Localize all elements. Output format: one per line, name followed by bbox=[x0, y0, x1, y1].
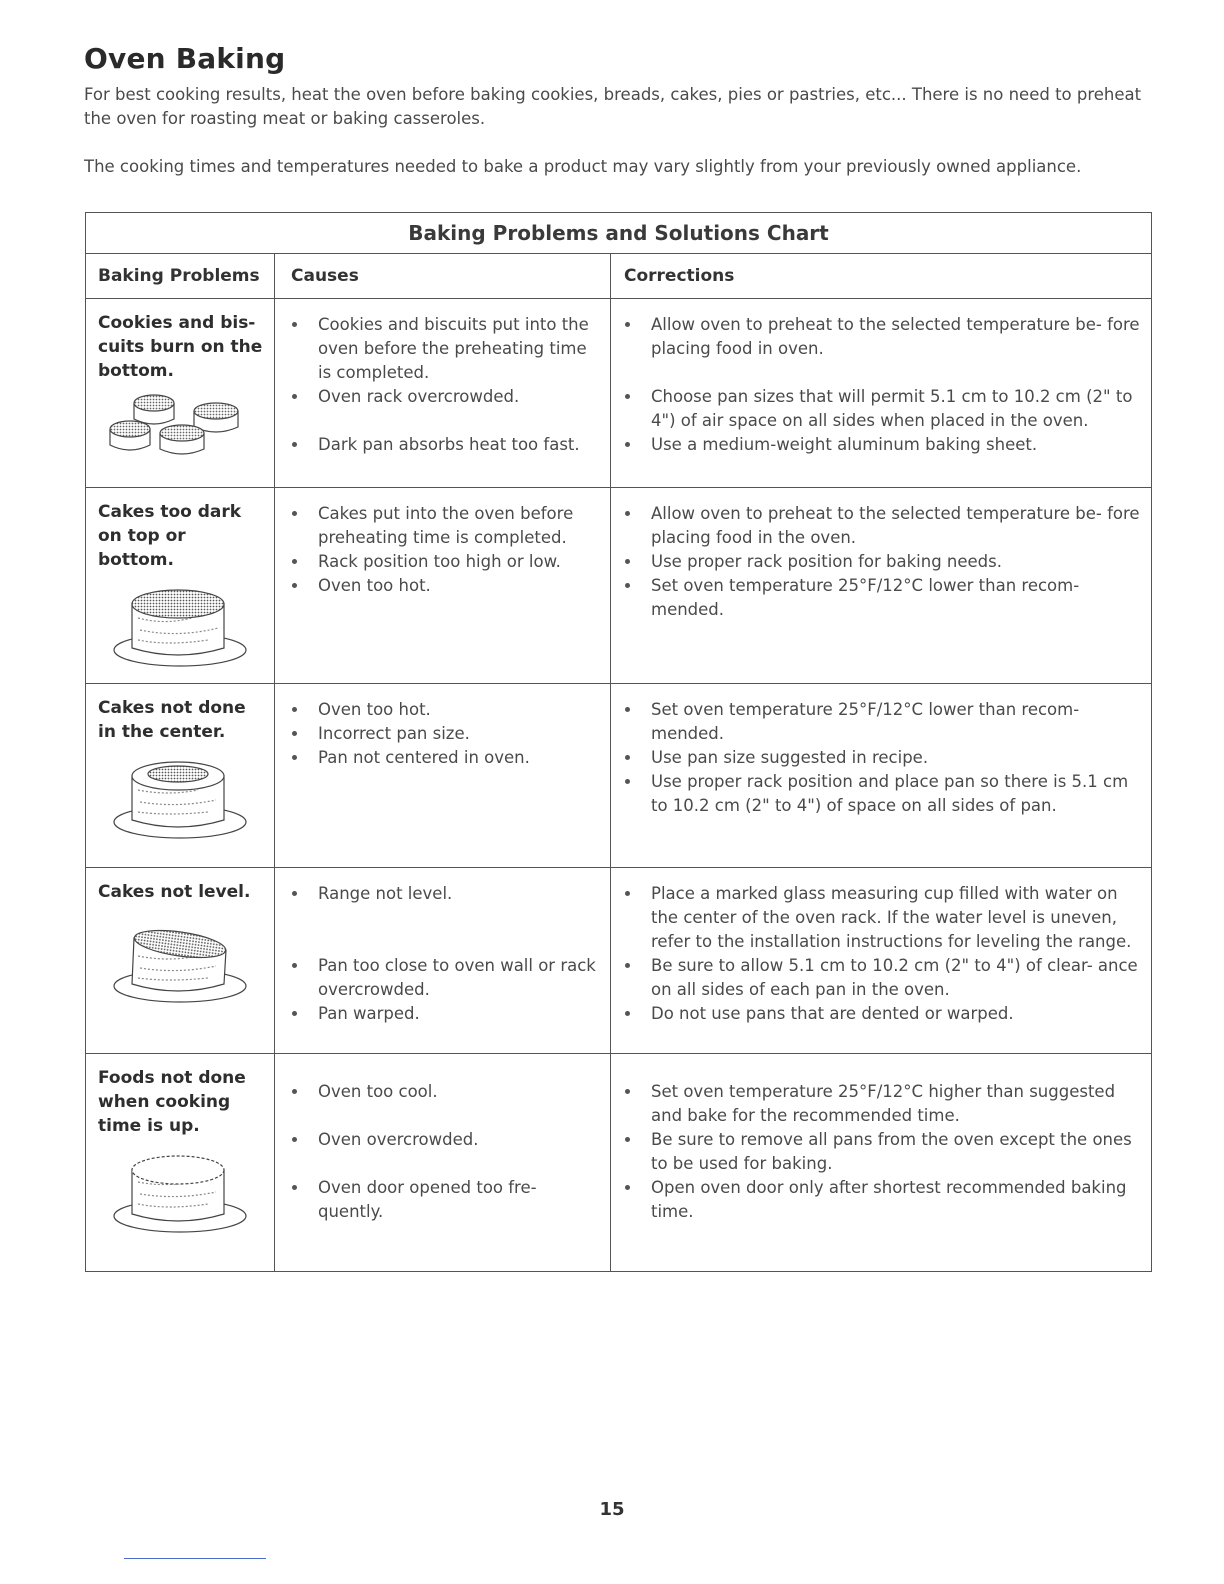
cause-item: Pan warped. bbox=[318, 1002, 602, 1026]
table-row bbox=[86, 488, 1152, 684]
problem-label: Cookies and bis- cuits burn on the bottom. bbox=[98, 313, 263, 381]
table-row bbox=[86, 1054, 1152, 1272]
correction-item: Do not use pans that are dented or warped. bbox=[651, 1002, 1143, 1026]
cause-item: Cookies and biscuits put into the oven before the preheating time is completed. bbox=[318, 313, 602, 385]
problem-cell bbox=[86, 1054, 275, 1272]
problem-label: Cakes not done in the center. bbox=[98, 698, 246, 742]
cause-item: Incorrect pan size. bbox=[318, 722, 602, 746]
correction-item: Open oven door only after shortest recommended baking time. bbox=[651, 1176, 1143, 1224]
pale-cake-icon bbox=[98, 1144, 258, 1244]
cause-item: Dark pan absorbs heat too fast. bbox=[318, 433, 602, 457]
correction-item: Place a marked glass measuring cup filled with water on the center of the oven rack. If the water level is uneven, refer to the installation instructions for leveling the range. bbox=[651, 882, 1143, 954]
footer-rule bbox=[124, 1558, 266, 1559]
correction-item: Choose pan sizes that will permit 5.1 cm to 10.2 cm (2" to 4") of air space on all sides when placed in the oven. bbox=[651, 385, 1143, 433]
correction-item: Allow oven to preheat to the selected temperature be- fore placing food in oven. bbox=[651, 313, 1143, 361]
correction-item: Set oven temperature 25°F/12°C lower than recom- mended. bbox=[651, 698, 1143, 746]
corrections-cell bbox=[611, 868, 1152, 1054]
problem-cell bbox=[86, 868, 275, 1054]
cause-item: Pan not centered in oven. bbox=[318, 746, 602, 770]
intro-paragraph: For best cooking results, heat the oven before baking cookies, breads, cakes, pies or pastries, etc... There is no need to preheat the oven for roasting meat or baking casseroles. bbox=[84, 85, 1142, 128]
table-row bbox=[86, 299, 1152, 488]
baking-problems-chart bbox=[85, 212, 1152, 1272]
chart-title: Baking Problems and Solutions Chart bbox=[86, 213, 1152, 254]
correction-item: Use pan size suggested in recipe. bbox=[651, 746, 1143, 770]
cause-item: Oven overcrowded. bbox=[318, 1128, 602, 1152]
causes-cell bbox=[275, 299, 611, 488]
cause-item: Oven too cool. bbox=[318, 1080, 602, 1104]
correction-item: Set oven temperature 25°F/12°C higher than suggested and bake for the recommended time. bbox=[651, 1080, 1143, 1128]
corrections-cell bbox=[611, 299, 1152, 488]
cause-item: Oven rack overcrowded. bbox=[318, 385, 602, 409]
correction-item: Use proper rack position for baking needs. bbox=[651, 550, 1143, 574]
causes-cell bbox=[275, 684, 611, 868]
cause-item: Rack position too high or low. bbox=[318, 550, 602, 574]
correction-item: Allow oven to preheat to the selected temperature be- fore placing food in the oven. bbox=[651, 502, 1143, 550]
problem-label: Foods not done when cooking time is up. bbox=[98, 1068, 246, 1136]
problem-cell bbox=[86, 299, 275, 488]
cause-item: Oven door opened too fre- quently. bbox=[318, 1176, 602, 1224]
correction-item: Be sure to remove all pans from the oven except the ones to be used for baking. bbox=[651, 1128, 1143, 1176]
corrections-cell bbox=[611, 488, 1152, 684]
causes-cell bbox=[275, 488, 611, 684]
table-row bbox=[86, 684, 1152, 868]
cause-item: Range not level. bbox=[318, 882, 602, 906]
correction-item: Use proper rack position and place pan so there is 5.1 cm to 10.2 cm (2" to 4") of space on all sides of pan. bbox=[651, 770, 1143, 818]
table-row bbox=[86, 868, 1152, 1054]
column-header-causes: Causes bbox=[275, 254, 611, 299]
correction-item: Be sure to allow 5.1 cm to 10.2 cm (2" to 4") of clear- ance on all sides of each pan in the oven. bbox=[651, 954, 1143, 1002]
cookie-tins-icon bbox=[98, 389, 258, 469]
problem-label: Cakes not level. bbox=[98, 882, 251, 902]
correction-item: Use a medium-weight aluminum baking sheet. bbox=[651, 433, 1143, 457]
correction-item: Set oven temperature 25°F/12°C lower than recom- mended. bbox=[651, 574, 1143, 622]
dark-cake-icon bbox=[98, 578, 258, 678]
cause-item: Oven too hot. bbox=[318, 574, 602, 598]
intro-paragraph-note: The cooking times and temperatures needed to bake a product may vary slightly from your previously owned appliance. bbox=[84, 157, 1082, 176]
problem-label: Cakes too dark on top or bottom. bbox=[98, 502, 242, 570]
causes-cell bbox=[275, 1054, 611, 1272]
cause-item: Cakes put into the oven before preheating time is completed. bbox=[318, 502, 602, 550]
cause-item: Oven too hot. bbox=[318, 698, 602, 722]
page-title: Oven Baking bbox=[84, 42, 286, 75]
page-number: 15 bbox=[599, 1499, 625, 1520]
causes-cell bbox=[275, 868, 611, 1054]
problem-cell bbox=[86, 488, 275, 684]
column-header-corrections: Corrections bbox=[611, 254, 1152, 299]
problem-cell bbox=[86, 684, 275, 868]
corrections-cell bbox=[611, 684, 1152, 868]
sunken-cake-icon bbox=[98, 750, 258, 850]
cause-item: Pan too close to oven wall or rack overcrowded. bbox=[318, 954, 602, 1002]
corrections-cell bbox=[611, 1054, 1152, 1272]
column-header-problems: Baking Problems bbox=[86, 254, 275, 299]
tilted-cake-icon bbox=[98, 920, 258, 1020]
